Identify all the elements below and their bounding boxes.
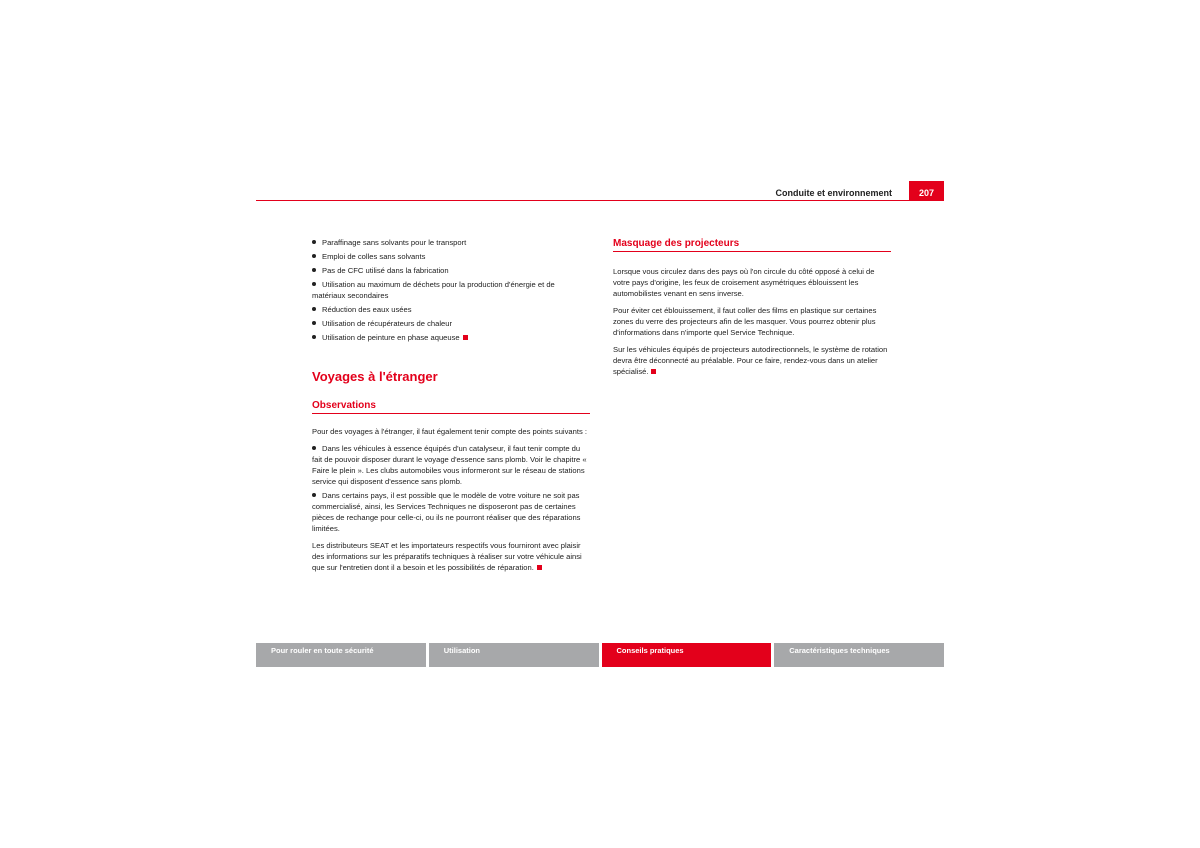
list-item xyxy=(312,265,590,276)
list-item xyxy=(312,251,590,262)
intro-paragraph: Pour des voyages à l'étranger, il faut également tenir compte des points suivants : xyxy=(312,427,587,436)
list-item xyxy=(312,304,590,315)
tab-conseils-pratiques[interactable]: Conseils pratiques xyxy=(602,643,772,667)
list-item-text: Dans certains pays, il est possible que le modèle de votre voiture ne soit pas commercialisé, ainsi, les Services Techniques ne disposeront pas de certaines pièces de rechange pour celle-ci, ou ils ne pourront réaliser que des réparations limitées. xyxy=(312,491,581,533)
tab-securite[interactable]: Pour rouler en toute sécurité xyxy=(256,643,426,667)
tab-utilisation[interactable]: Utilisation xyxy=(429,643,599,667)
end-marker-icon xyxy=(651,369,656,374)
paragraph xyxy=(613,344,891,377)
tab-caracteristiques[interactable]: Caractéristiques techniques xyxy=(774,643,944,667)
end-marker-icon xyxy=(537,565,542,570)
bullet-icon xyxy=(312,282,316,286)
closing-paragraph xyxy=(312,540,590,573)
bullet-icon xyxy=(312,321,316,325)
end-marker-icon xyxy=(463,335,468,340)
list-item-text: Dans les véhicules à essence équipés d'un catalyseur, il faut tenir compte du fait de pouvoir disposer durant le voyage d'essence sans plomb. Voir le chapitre « Faire le plein ». Les clubs automobiles vous informeront sur le réseau de stations service qui disposent d'essence sans plomb. xyxy=(312,444,587,486)
bullet-icon xyxy=(312,493,316,497)
paragraph: Pour éviter cet éblouissement, il faut coller des films en plastique sur certaines zones du verre des projecteurs afin de les masquer. Vous pourrez obtenir plus d'informations dans n'importe quel Service Technique. xyxy=(613,306,877,337)
left-column xyxy=(312,237,590,579)
bullet-icon xyxy=(312,446,316,450)
header-title: Conduite et environnement xyxy=(775,188,892,198)
bullet-icon xyxy=(312,268,316,272)
list-item-text: Réduction des eaux usées xyxy=(322,305,412,314)
subsection-title: Observations xyxy=(312,399,590,414)
closing-text: Les distributeurs SEAT et les importateurs respectifs vous fourniront avec plaisir des informations sur les préparatifs techniques à réaliser sur votre véhicule ainsi que sur l'entretien dont il a besoin et les possibilités de réparation. xyxy=(312,541,582,572)
bullet-icon xyxy=(312,254,316,258)
list-item xyxy=(312,279,590,301)
list-item-text: Utilisation de récupérateurs de chaleur xyxy=(322,319,453,328)
bullet-icon xyxy=(312,240,316,244)
list-item-text: Utilisation de peinture en phase aqueuse xyxy=(322,333,460,342)
subsection-title: Masquage des projecteurs xyxy=(613,237,891,252)
footer-tabs xyxy=(256,643,944,667)
right-column xyxy=(613,237,891,383)
list-item-text: Utilisation au maximum de déchets pour la production d'énergie et de matériaux secondaires xyxy=(312,280,555,300)
list-item xyxy=(312,237,590,248)
bullet-icon xyxy=(312,307,316,311)
list-item-text: Emploi de colles sans solvants xyxy=(322,252,426,261)
list-item xyxy=(312,490,590,534)
list-item xyxy=(312,443,590,487)
list-item-text: Pas de CFC utilisé dans la fabrication xyxy=(322,266,449,275)
list-item xyxy=(312,332,590,343)
page-number: 207 xyxy=(909,181,944,201)
section-title: Voyages à l'étranger xyxy=(312,369,438,384)
paragraph-text: Sur les véhicules équipés de projecteurs autodirectionnels, le système de rotation devra être déconnecté au préalable. Pour ce faire, rendez-vous dans un atelier spécialisé. xyxy=(613,345,888,376)
list-item-text: Paraffinage sans solvants pour le transport xyxy=(322,238,467,247)
list-item xyxy=(312,318,590,329)
bullet-icon xyxy=(312,335,316,339)
paragraph: Lorsque vous circulez dans des pays où l'on circule du côté opposé à celui de votre pays d'origine, les feux de croisement asymétriques éblouissent les automobilistes venant en sens inverse. xyxy=(613,267,875,298)
header-rule xyxy=(256,200,944,201)
